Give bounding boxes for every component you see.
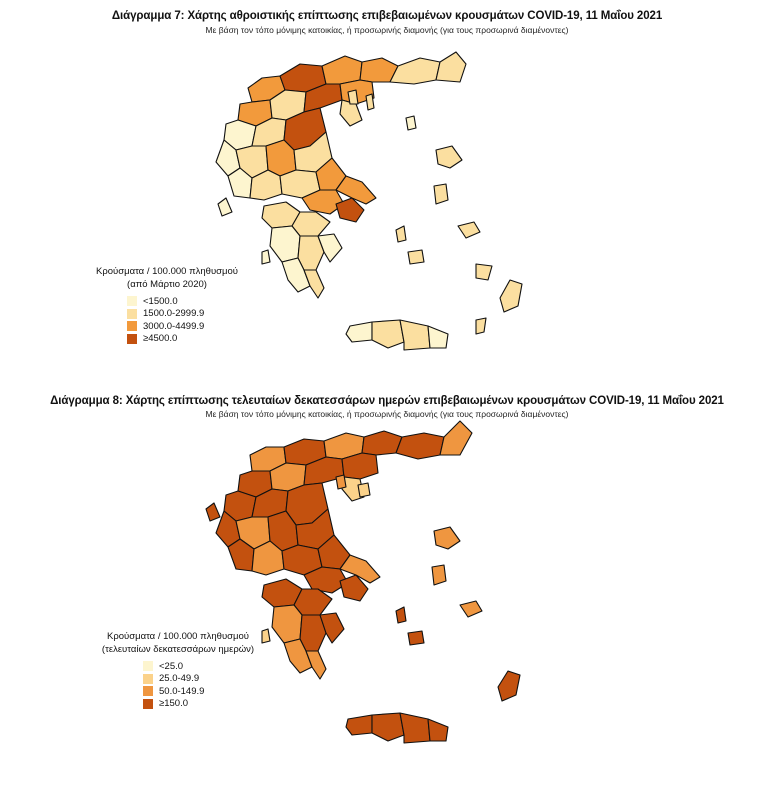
- legend-title-line2: (τελευταίων δεκατεσσάρων ημερών): [101, 644, 255, 655]
- legend-item: [127, 333, 247, 346]
- island: [366, 94, 374, 110]
- island: [372, 320, 404, 348]
- island: [458, 222, 480, 238]
- island: [436, 146, 462, 168]
- island: [500, 280, 522, 312]
- mainland-regions: [216, 52, 466, 298]
- region: [436, 52, 466, 82]
- island: [434, 527, 460, 549]
- region: [294, 589, 332, 615]
- legend-item: [127, 320, 247, 333]
- legend-label: ≥150.0: [159, 698, 188, 710]
- island: [396, 226, 406, 242]
- legend-title-line2: (από Μάρτιο 2020): [127, 279, 207, 290]
- island: [346, 322, 372, 342]
- legend-label: ≥4500.0: [143, 333, 178, 345]
- legend-swatch: [127, 321, 137, 331]
- island: [408, 250, 424, 264]
- legend-item: [143, 698, 268, 711]
- island: [400, 320, 430, 350]
- legend-swatch: [127, 296, 137, 306]
- legend-label: <1500.0: [143, 295, 178, 307]
- legend-item: [143, 673, 268, 686]
- legend-label: <25.0: [159, 660, 184, 672]
- greece-map: [0, 385, 758, 788]
- legend-item: [143, 660, 268, 673]
- island: [432, 565, 446, 585]
- legend-swatch: [127, 334, 137, 344]
- legend-swatch: [143, 674, 153, 684]
- region: [396, 433, 444, 459]
- legend-item: [127, 308, 247, 321]
- island: [408, 631, 424, 645]
- region: [322, 56, 362, 84]
- island: [396, 607, 406, 623]
- island: [428, 719, 448, 741]
- fourteen-day-incidence-map-panel: [0, 385, 758, 788]
- island: [428, 326, 448, 348]
- map-legend: [87, 265, 247, 345]
- island: [336, 475, 346, 489]
- island: [348, 90, 358, 104]
- legend-label: 1500.0-2999.9: [143, 308, 205, 320]
- island: [476, 318, 486, 334]
- region: [272, 605, 302, 643]
- legend-title-line1: Κρούσματα / 100.000 πληθυσμού: [96, 266, 238, 277]
- legend-swatch: [143, 699, 153, 709]
- island: [460, 601, 482, 617]
- legend-swatch: [143, 661, 153, 671]
- island: [498, 671, 520, 701]
- legend-label: 50.0-149.9: [159, 685, 205, 697]
- island: [400, 713, 430, 743]
- region: [362, 431, 402, 455]
- legend-item: [143, 685, 268, 698]
- region: [440, 421, 472, 455]
- region: [390, 58, 440, 84]
- region: [342, 453, 378, 479]
- map-legend: [88, 630, 268, 710]
- legend-swatch: [127, 309, 137, 319]
- cumulative-incidence-map-panel: [0, 0, 758, 380]
- map-subtitle: Με βάση τον τόπο μόνιμης κατοικίας, ή προσωρινής διαμονής (για τους προσωρινά διαμένοντες): [205, 25, 569, 35]
- map-subtitle: Με βάση τον τόπο μόνιμης κατοικίας, ή προσωρινής διαμονής (για τους προσωρινά διαμένοντες): [205, 409, 569, 419]
- map-title: Διάγραμμα 8: Χάρτης επίπτωσης τελευταίων δεκατεσσάρων ημερών επιβεβαιωμένων κρουσμάτων COVID-19, 11 Μαΐου 2021: [50, 395, 724, 407]
- region: [270, 226, 300, 262]
- island: [372, 713, 404, 741]
- legend-item: [127, 295, 247, 308]
- legend-label: 3000.0-4499.9: [143, 320, 205, 332]
- island: [206, 503, 220, 521]
- island: [218, 198, 232, 216]
- island: [434, 184, 448, 204]
- legend-title-line1: Κρούσματα / 100.000 πληθυσμού: [107, 631, 249, 642]
- island: [476, 264, 492, 280]
- island: [262, 250, 270, 264]
- map-title: Διάγραμμα 7: Χάρτης αθροιστικής επίπτωσης επιβεβαιωμένων κρουσμάτων COVID-19, 11 Μαΐου 2021: [111, 10, 663, 22]
- island: [406, 116, 416, 130]
- island: [346, 715, 372, 735]
- legend-swatch: [143, 686, 153, 696]
- island: [358, 483, 370, 497]
- legend-label: 25.0-49.9: [159, 673, 200, 685]
